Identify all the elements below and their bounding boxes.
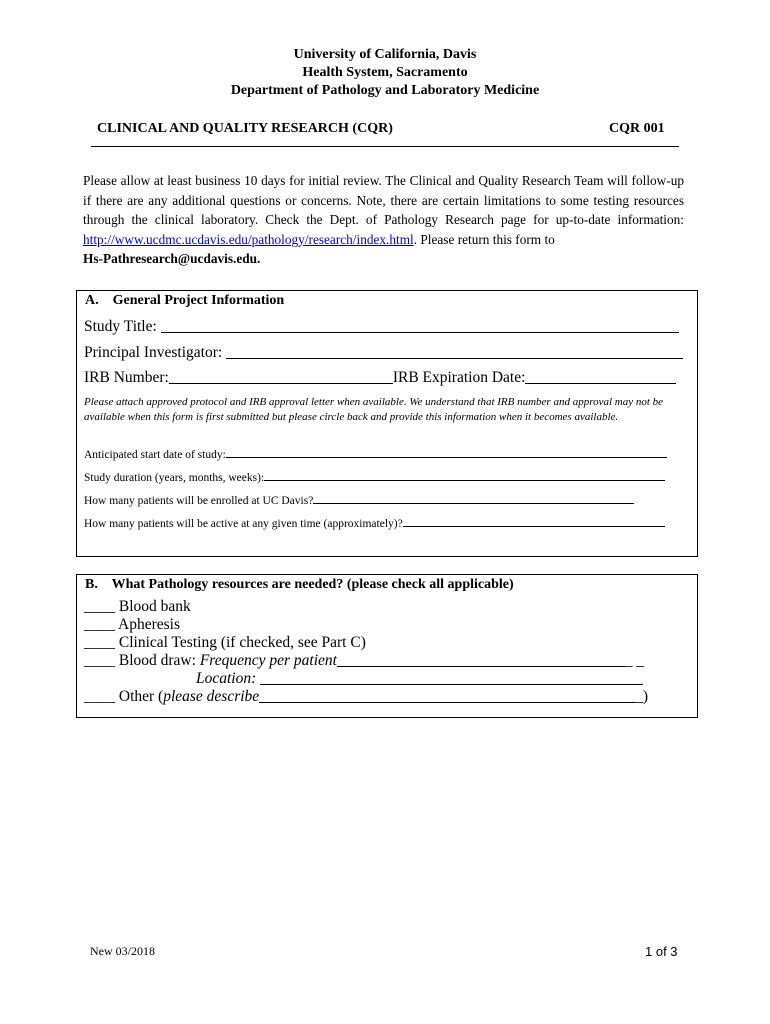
section-a-heading: A. General Project Information bbox=[85, 293, 285, 308]
blood-bank-checkbox[interactable]: ____ bbox=[84, 598, 115, 615]
blood-bank-option[interactable] bbox=[84, 598, 191, 616]
active-label: How many patients will be active at any given time (approximately)? bbox=[84, 518, 403, 530]
clinical-testing-option[interactable] bbox=[84, 634, 366, 652]
location-field[interactable] bbox=[196, 670, 643, 688]
blood-draw-checkbox[interactable]: ____ bbox=[84, 652, 115, 669]
intro-text-return: . Please return this form to bbox=[413, 231, 555, 247]
frequency-end: _ _ bbox=[624, 652, 644, 669]
form-title: CLINICAL AND QUALITY RESEARCH (CQR) bbox=[97, 121, 393, 136]
revision-date: New 03/2018 bbox=[90, 944, 155, 958]
other-line[interactable] bbox=[259, 702, 635, 703]
pi-label: Principal Investigator: bbox=[84, 344, 223, 361]
research-page-link[interactable]: http://www.ucdmc.ucdavis.edu/pathology/research/index.html bbox=[83, 231, 414, 247]
location-label: Location: bbox=[196, 670, 257, 687]
duration-field[interactable] bbox=[84, 472, 665, 484]
study-title-field[interactable] bbox=[84, 318, 679, 336]
pi-field[interactable] bbox=[84, 344, 683, 362]
frequency-line[interactable] bbox=[337, 666, 625, 667]
blood-bank-label: Blood bank bbox=[118, 598, 191, 615]
active-line[interactable] bbox=[403, 526, 665, 527]
irb-field-row bbox=[84, 369, 676, 387]
irb-number-line[interactable] bbox=[169, 383, 393, 384]
frequency-label: Frequency per patient bbox=[199, 652, 337, 669]
clinical-testing-label: Clinical Testing (if checked, see Part C) bbox=[118, 634, 366, 651]
other-label: Other ( bbox=[118, 688, 164, 705]
start-date-field[interactable] bbox=[84, 449, 667, 461]
irb-number-label: IRB Number: bbox=[84, 369, 169, 386]
start-date-line[interactable] bbox=[226, 457, 667, 458]
form-code: CQR 001 bbox=[609, 121, 665, 136]
apheresis-label: Apheresis bbox=[118, 616, 181, 633]
duration-label: Study duration (years, months, weeks): bbox=[84, 472, 265, 484]
study-title-label: Study Title: bbox=[84, 318, 157, 335]
clinical-testing-checkbox[interactable]: ____ bbox=[84, 634, 115, 651]
enrolled-line[interactable] bbox=[313, 503, 634, 504]
study-title-line[interactable] bbox=[161, 332, 679, 333]
department-name: Department of Pathology and Laboratory Medicine bbox=[230, 83, 540, 98]
enrolled-label: How many patients will be enrolled at UC Davis? bbox=[84, 495, 314, 507]
duration-line[interactable] bbox=[264, 480, 665, 481]
intro-text: Please allow at least business 10 days for initial review. The Clinical and Quality Research Team will follow-up if there are any additional questions or concerns. Note, there are certain limitations to some testing resources through the clinical laboratory. Check the Dept. of Pathology Research page for up-to-date information: bbox=[83, 173, 684, 227]
title-divider bbox=[91, 146, 679, 147]
apheresis-option[interactable] bbox=[84, 616, 180, 634]
pi-line[interactable] bbox=[226, 358, 683, 359]
other-describe-label: please describe bbox=[163, 688, 260, 705]
return-email: Hs-Pathresearch@ucdavis.edu. bbox=[83, 251, 261, 266]
page-number: 1 of 3 bbox=[645, 944, 678, 959]
health-system: Health System, Sacramento bbox=[302, 65, 468, 80]
other-checkbox[interactable]: ____ bbox=[84, 688, 115, 705]
apheresis-checkbox[interactable]: ____ bbox=[84, 616, 115, 633]
blood-draw-option[interactable] bbox=[84, 652, 644, 670]
irb-exp-line[interactable] bbox=[525, 383, 676, 384]
irb-exp-label: IRB Expiration Date: bbox=[392, 369, 526, 386]
intro-paragraph bbox=[83, 171, 684, 269]
other-option[interactable] bbox=[84, 688, 648, 706]
start-date-label: Anticipated start date of study: bbox=[84, 449, 226, 461]
enrolled-field[interactable] bbox=[84, 495, 634, 507]
active-field[interactable] bbox=[84, 518, 665, 530]
irb-note: Please attach approved protocol and IRB approval letter when available. We understand that IRB number and approval may not be available when this form is first submitted but please circle back and provide this information when it becomes available. bbox=[84, 396, 664, 423]
university-name: University of California, Davis bbox=[293, 47, 477, 62]
section-b-heading: B. What Pathology resources are needed? (please check all applicable) bbox=[85, 577, 514, 592]
other-end: _) bbox=[635, 688, 648, 705]
blood-draw-label: Blood draw: bbox=[118, 652, 200, 669]
location-line[interactable] bbox=[260, 684, 643, 685]
